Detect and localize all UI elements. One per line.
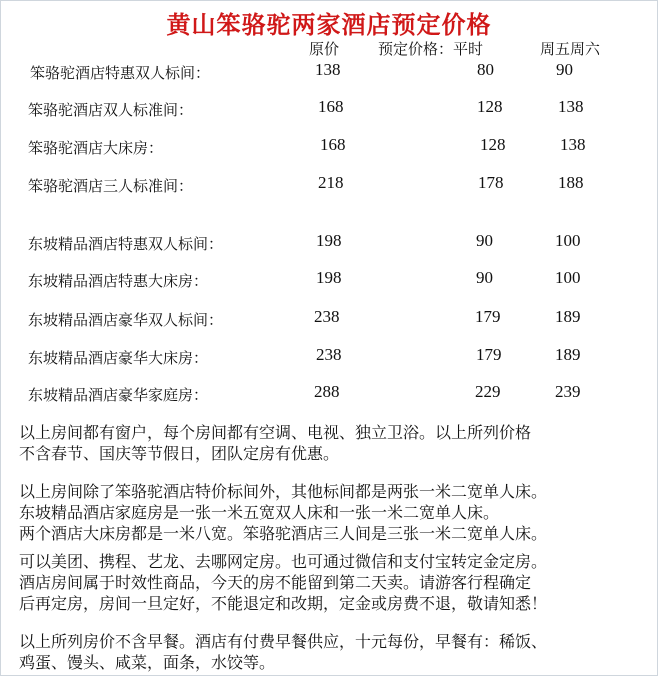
note-line: 酒店房间属于时效性商品，今天的房不能留到第二天卖。请游客行程确定 bbox=[19, 573, 532, 592]
note-line: 后再定房，房间一旦定好，不能退定和改期，定金或房费不退，敬请知悉！ bbox=[19, 594, 548, 613]
weekend-price: 90 bbox=[556, 60, 573, 79]
note-line: 两个酒店大床房都是一米八宽。笨骆驼酒店三人间是三张一米二宽单人床。 bbox=[19, 524, 548, 543]
weekday-price: 178 bbox=[478, 173, 504, 192]
note-line: 可以美团、携程、艺龙、去哪网定房。也可通过微信和支付宝转定金定房。 bbox=[19, 552, 548, 571]
header-weekend: 周五周六 bbox=[540, 40, 601, 58]
weekday-price: 128 bbox=[477, 97, 503, 116]
weekday-price: 90 bbox=[476, 231, 493, 250]
note-line: 以上房间都有窗户，每个房间都有空调、电视、独立卫浴。以上所列价格 bbox=[19, 423, 532, 442]
weekend-price: 189 bbox=[555, 307, 581, 326]
weekend-price: 189 bbox=[555, 345, 581, 364]
original-price: 288 bbox=[314, 382, 340, 401]
room-name: 笨骆驼酒店特惠双人标间： bbox=[30, 64, 211, 82]
weekday-price: 179 bbox=[476, 345, 502, 364]
room-name: 东坡精品酒店豪华大床房： bbox=[28, 349, 209, 367]
original-price: 218 bbox=[318, 173, 344, 192]
note-line: 以上房间除了笨骆驼酒店特价标间外，其他标间都是两张一米二宽单人床。 bbox=[19, 482, 548, 501]
original-price: 198 bbox=[316, 268, 342, 287]
weekday-price: 179 bbox=[475, 307, 501, 326]
weekday-price: 90 bbox=[476, 268, 493, 287]
room-name: 东坡精品酒店豪华家庭房： bbox=[28, 386, 209, 404]
original-price: 168 bbox=[318, 97, 344, 116]
header-booking-weekday: 预定价格：平时 bbox=[378, 40, 484, 58]
room-name: 笨骆驼酒店双人标准间： bbox=[28, 101, 194, 119]
room-name: 笨骆驼酒店三人标准间： bbox=[28, 177, 194, 195]
original-price: 198 bbox=[316, 231, 342, 250]
weekend-price: 100 bbox=[555, 231, 581, 250]
weekend-price: 188 bbox=[558, 173, 584, 192]
room-name: 东坡精品酒店豪华双人标间： bbox=[28, 311, 224, 329]
original-price: 168 bbox=[320, 135, 346, 154]
room-name: 东坡精品酒店特惠大床房： bbox=[28, 272, 209, 290]
note-booking bbox=[19, 551, 649, 614]
room-name: 笨骆驼酒店大床房： bbox=[28, 139, 164, 157]
room-name: 东坡精品酒店特惠双人标间： bbox=[28, 235, 224, 253]
weekday-price: 80 bbox=[477, 60, 494, 79]
note-beds bbox=[19, 481, 649, 544]
weekend-price: 239 bbox=[555, 382, 581, 401]
page-title: 黄山笨骆驼两家酒店预定价格 bbox=[166, 10, 492, 39]
weekend-price: 138 bbox=[560, 135, 586, 154]
weekend-price: 138 bbox=[558, 97, 584, 116]
weekday-price: 128 bbox=[480, 135, 506, 154]
header-original-price: 原价 bbox=[309, 40, 340, 58]
note-breakfast bbox=[19, 631, 649, 673]
note-line: 鸡蛋、馒头、咸菜，面条，水饺等。 bbox=[19, 653, 276, 672]
weekday-price: 229 bbox=[475, 382, 501, 401]
original-price: 138 bbox=[315, 60, 341, 79]
note-line: 东坡精品酒店家庭房是一张一米五宽双人床和一张一米二宽单人床。 bbox=[19, 503, 500, 522]
original-price: 238 bbox=[316, 345, 342, 364]
note-line: 以上所列房价不含早餐。酒店有付费早餐供应，十元每份，早餐有：稀饭、 bbox=[19, 632, 548, 651]
weekend-price: 100 bbox=[555, 268, 581, 287]
note-amenities bbox=[19, 422, 649, 464]
original-price: 238 bbox=[314, 307, 340, 326]
note-line: 不含春节、国庆等节假日，团队定房有优惠。 bbox=[19, 444, 340, 463]
